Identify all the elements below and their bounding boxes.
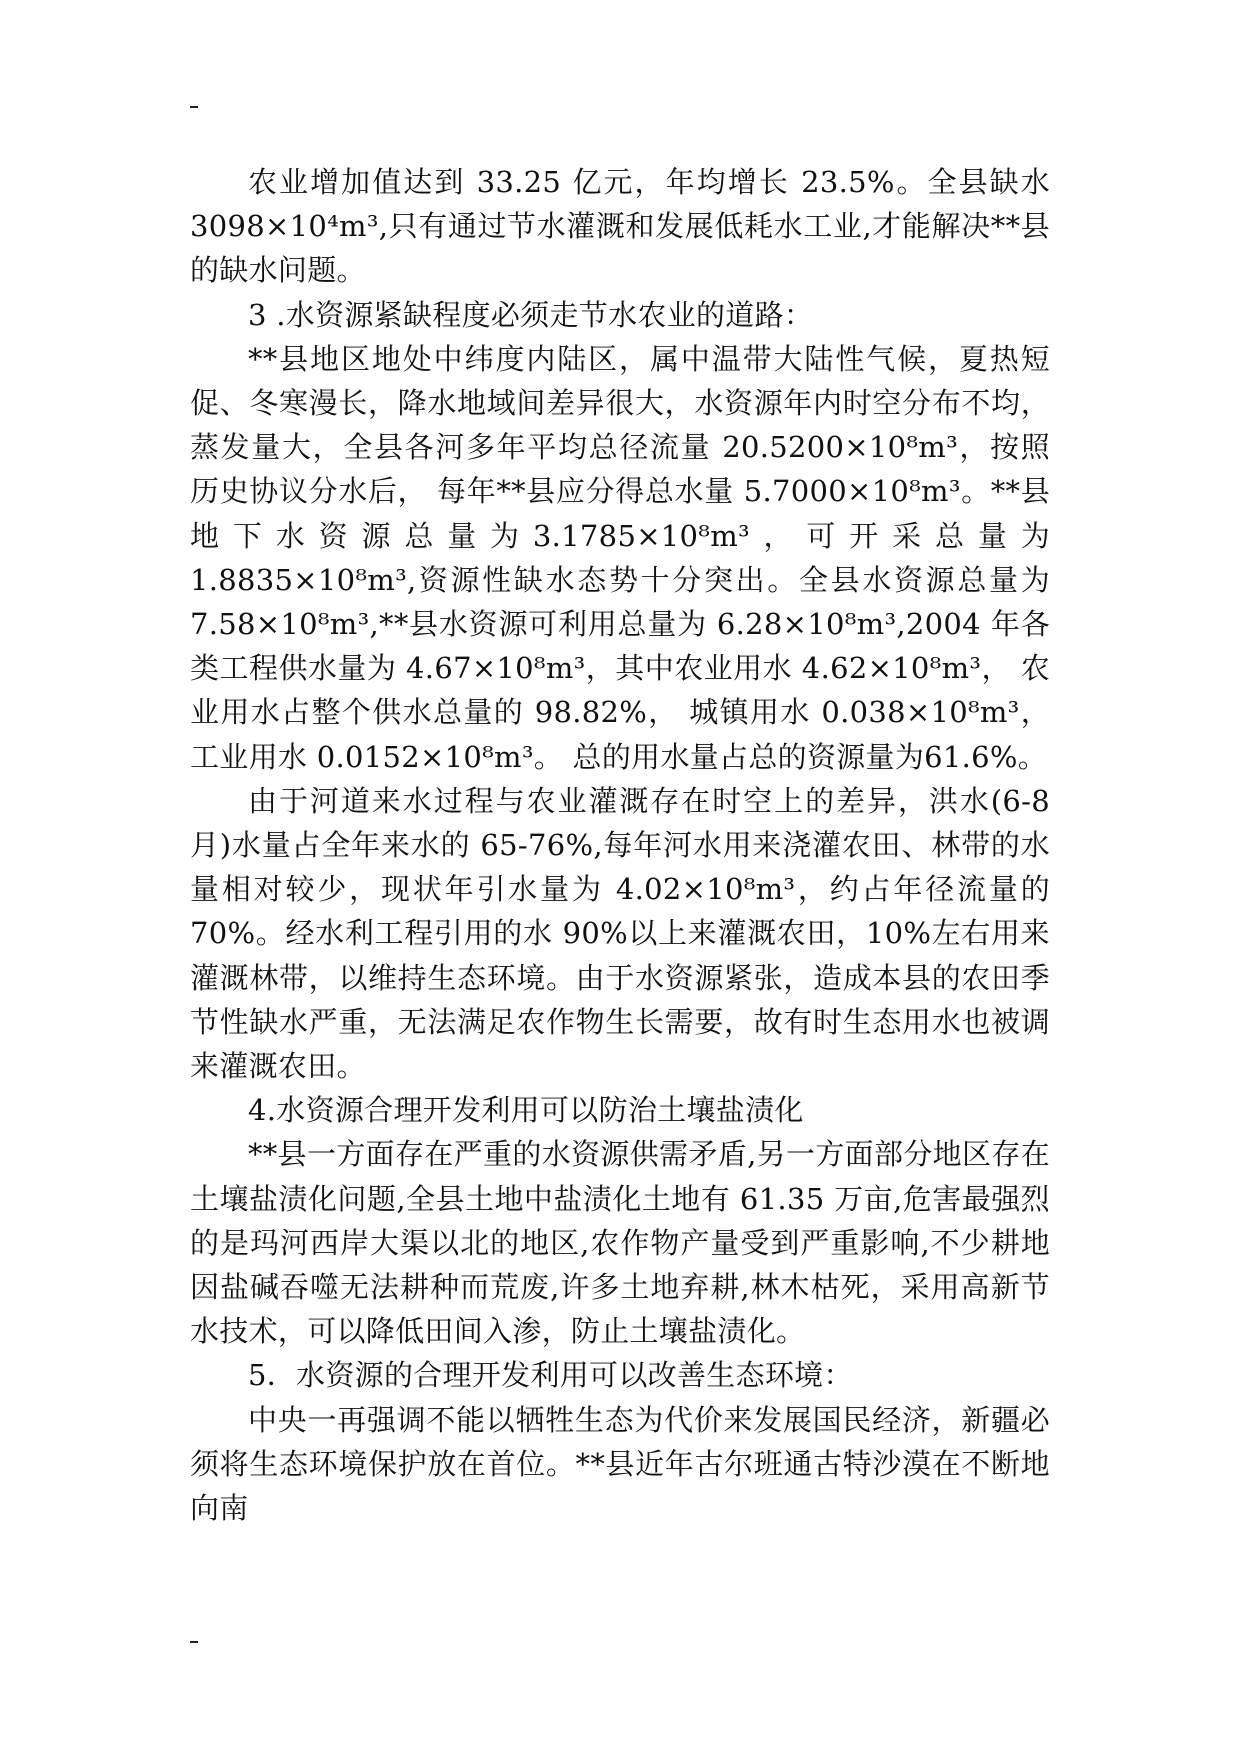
document-body bbox=[190, 160, 1050, 1530]
paragraph-continuation: 农业增加值达到 33.25 亿元，年均增长 23.5%。全县缺水 3098×10⁴m³,只有通过节水灌溉和发展低耗水工业,才能解决**县的缺水问题。 bbox=[190, 165, 1050, 288]
section-heading-5: 5．水资源的合理开发利用可以改善生态环境： bbox=[248, 1358, 853, 1393]
header-mark bbox=[190, 106, 198, 108]
paragraph-water-resources: **县地区地处中纬度内陆区，属中温带大陆性气候，夏热短促、冬寒漫长，降水地域间差异很大，水资源年内时空分布不均，蒸发量大，全县各河多年平均总径流量 20.5200×10⁸m³，按照历史协议分水后， 每年**县应分得总水量 5.7000×10⁸m³。**县地下水资源总量为3.1785×10⁸m³，可开采总量为 1.8835×10⁸m³,资源性缺水态势十分突出。全县水资源总量为 7.58×10⁸m³,**县水资源可利用总量为 6.28×10⁸m³,2004 年各类工程供水量为 4.67×10⁸m³，其中农业用水 4.62×10⁸m³， 农业用水占整个供水总量的 98.82%， 城镇用水 0.038×10⁸m³， 工业用水 0.0152×10⁸m³。 总的用水量占总的资源量为61.6%。 bbox=[190, 341, 1050, 774]
section-heading-4: 4.水资源合理开发利用可以防治土壤盐渍化 bbox=[248, 1093, 804, 1128]
paragraph-river-flow: 由于河道来水过程与农业灌溉存在时空上的差异，洪水(6-8 月)水量占全年来水的 65-76%,每年河水用来浇灌农田、林带的水量相对较少，现状年引水量为 4.02×10⁸m³，约占年径流量的 70%。经水利工程引用的水 90%以上来灌溉农田，10%左右用来灌溉林带，以维持生态环境。由于水资源紧张，造成本县的农田季节性缺水严重，无法满足农作物生长需要，故有时生态用水也被调来灌溉农田。 bbox=[190, 783, 1050, 1084]
footer-mark bbox=[190, 1641, 198, 1643]
paragraph-ecology: 中央一再强调不能以牺牲生态为代价来发展国民经济，新疆必须将生态环境保护放在首位。**县近年古尔班通古特沙漠在不断地向南 bbox=[190, 1402, 1050, 1526]
paragraph-salinization: **县一方面存在严重的水资源供需矛盾,另一方面部分地区存在土壤盐渍化问题,全县土地中盐渍化土地有 61.35 万亩,危害最强烈的是玛河西岸大渠以北的地区,农作物产量受到严重影响,不少耕地因盐碱吞噬无法耕种而荒废,许多土地弃耕,林木枯死，采用高新节水技术，可以降低田间入渗，防止土壤盐渍化。 bbox=[190, 1137, 1050, 1349]
section-heading-3: 3 .水资源紧缺程度必须走节水农业的道路： bbox=[248, 297, 814, 332]
